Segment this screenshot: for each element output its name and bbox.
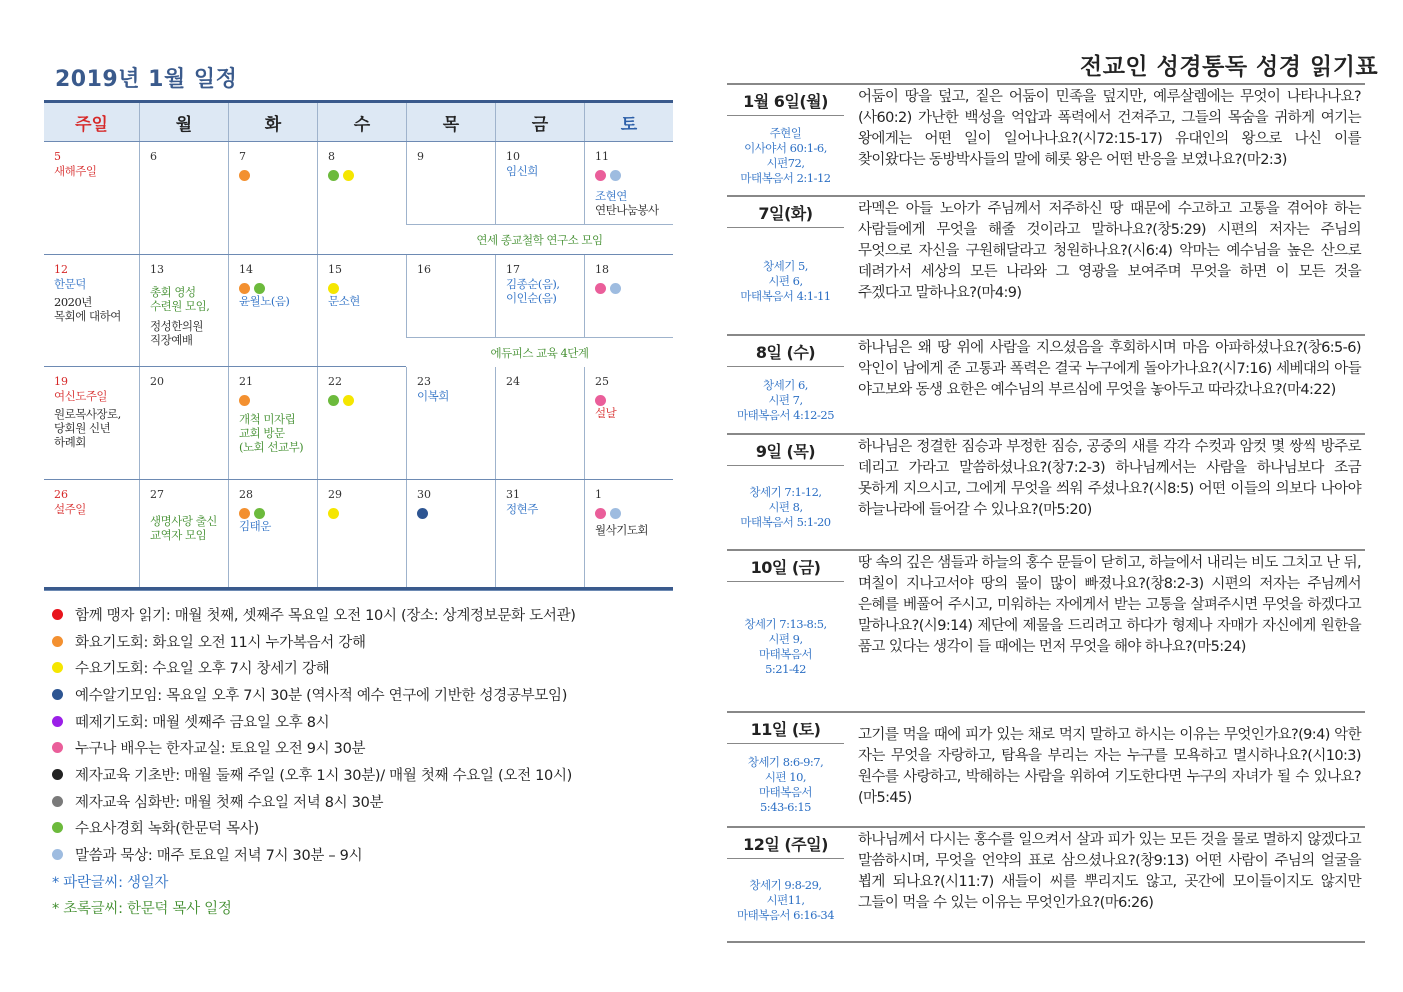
reading-date: 1월 6일(월) [727,85,844,116]
calendar-day [495,367,584,479]
reading-table [727,83,1365,943]
day-note: 당회원 신년 [54,421,111,435]
event-dot-icon [328,395,339,406]
reading-title: 전교인 성경통독 성경 읽기표 [1080,54,1379,80]
event-dots [239,170,317,181]
legend-item [52,601,672,628]
reading-passage: 주현일 이사야서 60:1-6, 시편72, 마태복음서 2:1-12 [740,125,831,185]
reading-passage: 창세기 5, 시편 6, 마태복음서 4:1-11 [740,258,831,303]
calendar-day [406,480,495,590]
legend-dot-icon [52,742,63,753]
day-note: 생명사랑 출신 [150,514,217,528]
calendar-day [139,255,228,366]
multi-day-event: 에듀피스 교육 4단계 [406,337,673,367]
event-dots [328,508,406,519]
event-dot-icon [254,283,265,294]
day-number: 16 [417,263,431,276]
calendar-day [317,142,406,254]
legend-note: * 파란글씨: 생일자 [52,874,169,891]
weekday-tue: 화 [228,103,317,141]
calendar-day [228,480,317,590]
day-note: 연탄나눔봉사 [595,203,659,217]
day-note: 정성한의원 [150,319,204,333]
reading-questions: 라멕은 아들 노아가 주님께서 저주하신 땅 때문에 수고하고 고통을 겪어야 하는 사람들에게 무엇을 해줄 것이라고 말하나요?(창5:29) 시편의 저자는 주님의 무엇으로 자신을 구원해달라고 청원하나요?(시6:4) 악마는 예수님을 높은 산으로 데려가서 세상의 모든 나라와 그 영광을 보여주며 무엇을 하면 이 모든 것을 주겠다고 말하나요?(마4:9) [858,201,1361,301]
calendar-day [584,367,673,479]
day-note: 조현연 [595,189,627,203]
reading-questions: 고기를 먹을 때에 피가 있는 채로 먹지 말하고 하시는 이유는 무엇인가요?(9:4) 악한 자는 무엇을 자랑하고, 탐욕을 부리는 자는 누구를 모욕하고 멸시하나요?(시10:3) 원수를 사랑하고, 박해하는 사람을 위하여 기도한다면 누구의 자녀가 될 수 있나요?(마5:45) [858,727,1361,806]
day-note: 정현주 [506,502,538,516]
legend-item [52,628,672,655]
day-number: 12 [54,263,68,276]
day-number: 18 [595,263,609,276]
legend-dot-icon [52,849,63,860]
day-note: 원로목사장로, [54,407,121,421]
legend-label: 제자교육 기초반: 매월 둘째 주일 (오후 1시 30분)/ 매월 첫째 수요일 (오전 10시) [75,767,573,784]
event-dot-icon [239,170,250,181]
day-number: 11 [595,150,609,163]
day-number: 24 [506,375,520,388]
reading-date: 8일 (수) [727,336,844,367]
legend-label: 예수알기모임: 목요일 오후 7시 30분 (역사적 예수 연구에 기반한 성경공부모임) [75,687,568,704]
day-number: 25 [595,375,609,388]
legend-dot-icon [52,689,63,700]
day-number: 17 [506,263,520,276]
day-number: 8 [328,150,335,163]
reading-passage: 창세기 7:1-12, 시편 8, 마태복음서 5:1-20 [740,485,831,529]
day-note: 교회 방문 [239,426,285,440]
legend-item [52,761,672,788]
calendar-day [317,480,406,590]
day-note: 수련원 모임, [150,299,210,313]
weekday-sun: 주일 [75,114,108,135]
calendar-day [228,142,317,254]
day-note: 김종순(음), [506,277,560,291]
legend-label: 수요기도회: 수요일 오후 7시 창세기 강해 [75,661,330,678]
day-number: 22 [328,375,342,388]
calendar-weeks [44,142,673,591]
day-number: 7 [239,150,246,163]
calendar-day [584,480,673,590]
reading-row [727,85,1365,197]
legend-note: * 초록글씨: 한문덕 목사 일정 [52,901,232,918]
day-number: 27 [150,488,164,501]
calendar-week [44,142,673,255]
legend-label: 화요기도회: 화요일 오전 11시 누가복음서 강해 [75,634,366,651]
event-dot-icon [595,395,606,406]
legend-item [52,734,672,761]
event-dot-icon [328,170,339,181]
legend-label: 제자교육 심화반: 매월 첫째 수요일 저녁 8시 30분 [75,794,384,811]
event-dot-icon [328,508,339,519]
day-note: 임신희 [506,164,538,178]
day-note: 윤월노(음) [239,294,290,308]
reading-date: 11일 (토) [727,713,844,744]
legend-item [52,815,672,842]
weekday-fri: 금 [495,103,584,141]
day-note: 새해주일 [54,164,97,178]
event-dots [239,395,317,406]
event-dot-icon [595,283,606,294]
day-number: 23 [417,375,431,388]
day-number: 1 [595,488,602,501]
legend-label: 수요사경회 녹화(한문덕 목사) [75,821,259,838]
weekday-sat: 토 [584,103,673,141]
reading-date: 7일(화) [727,197,844,228]
day-note: 하례회 [54,435,86,449]
legend-dot-icon [52,609,63,620]
legend-item [52,654,672,681]
calendar-day [44,367,139,479]
reading-passage: 창세기 8:6-9:7, 시편 10, 마태복음서 5:43-6:15 [747,755,824,814]
weekday-header [44,100,673,142]
reading-date-cell [727,85,844,195]
day-number: 15 [328,263,342,276]
day-number: 30 [417,488,431,501]
reading-passage: 창세기 7:13-8:5, 시편 9, 마태복음서 5:21-42 [744,616,827,676]
day-note: 2020년 [54,295,92,309]
reading-questions: 땅 속의 깊은 샘들과 하늘의 홍수 문들이 닫히고, 하늘에서 내리는 비도 그치고 난 뒤, 며칠이 지나고서야 땅의 물이 많이 빠졌나요?(창8:2-3) 시편의 저자는 주님께서 은혜를 베풀어 주시고, 미워하는 자에게서 받는 고통을 살펴주시면 무엇을 하겠다고 말하나요?(시9:14) 제단에 제물을 드리려고 하다가 형제나 자매가 자신에게 원한을 품고 있다는 생각이 들 때에는 먼저 무엇을 해야 하나요?(마5:24) [858,555,1361,655]
reading-passage: 창세기 6, 시편 7, 마태복음서 4:12-25 [736,377,835,422]
reading-row [727,435,1365,551]
calendar-day [495,480,584,590]
event-dots [328,283,406,294]
calendar-day [406,367,495,479]
event-dots [595,170,673,181]
calendar-day [139,367,228,479]
reading-date-cell [727,435,844,549]
reading-date: 9일 (목) [727,435,844,466]
day-note: 설날 [595,406,617,420]
day-note: 개척 미자립 [239,412,296,426]
calendar-title: 2019년 1월 일정 [55,67,238,92]
day-number: 6 [150,150,157,163]
legend-dot-icon [52,796,63,807]
event-dot-icon [239,508,250,519]
reading-row [727,828,1365,943]
day-number: 21 [239,375,253,388]
event-dot-icon [239,283,250,294]
reading-date-cell [727,828,844,941]
legend-label: 말씀과 묵상: 매주 토요일 저녁 7시 30분 – 9시 [75,848,363,865]
legend-item [52,708,672,735]
calendar-day [228,367,317,479]
day-number: 10 [506,150,520,163]
event-dot-icon [610,170,621,181]
day-number: 9 [417,150,424,163]
day-note: 김태운 [239,519,271,533]
reading-questions: 하나님은 정결한 짐승과 부정한 짐승, 공중의 새를 각각 수컷과 암컷 몇 쌍씩 방주로 데리고 가라고 말씀하셨나요?(창7:2-3) 하나님께서는 사람을 하나님보다 조금 못하게 지으시고, 그에게 무엇을 씌워 주셨나요?(시8:5) 어떤 이들의 의보다 나아야 하늘나라에 들어갈 수 있나요?(마5:20) [858,439,1361,518]
legend-label: 떼제기도회: 매월 셋째주 금요일 오후 8시 [75,714,330,731]
calendar-day [139,480,228,590]
calendar [44,100,673,591]
event-dot-icon [328,283,339,294]
event-dot-icon [239,395,250,406]
day-note: 교역자 모임 [150,528,207,542]
calendar-day [44,142,139,254]
legend-item [52,841,672,868]
reading-questions: 하나님께서 다시는 홍수를 일으켜서 살과 피가 있는 모든 것을 물로 멸하지 않겠다고 말씀하시며, 무엇을 언약의 표로 삼으셨나요?(창9:13) 어떤 사람이 주님의 얼굴을 뵙게 되나요?(시11:7) 새들이 씨를 뿌리지도 않고, 곳간에 모이들이지도 않지만 그들이 먹을 수 있는 이유는 무엇인가요?(마6:26) [858,832,1361,911]
day-number: 26 [54,488,68,501]
day-note: 이인순(음) [506,291,557,305]
day-note: 이복희 [417,389,449,403]
legend-dot-icon [52,636,63,647]
legend [52,601,672,921]
day-note: 월삭기도회 [595,523,649,537]
legend-dot-icon [52,769,63,780]
event-dots [328,395,406,406]
day-note: 총회 영성 [150,285,196,299]
reading-row [727,551,1365,713]
calendar-week [44,367,673,480]
event-dot-icon [343,395,354,406]
day-number: 31 [506,488,520,501]
calendar-day [228,255,317,366]
day-number: 28 [239,488,253,501]
reading-passage: 창세기 9:8-29, 시편11, 마태복음서 6:16-34 [736,877,835,922]
reading-row [727,197,1365,336]
day-note: 직장예배 [150,333,193,347]
calendar-day [44,480,139,590]
reading-date-cell [727,336,844,433]
day-note: 설주일 [54,502,86,516]
day-note: (노회 선교부) [239,440,304,454]
event-dots [595,283,673,294]
calendar-week [44,480,673,591]
event-dot-icon [343,170,354,181]
calendar-bottom-rule [44,587,673,590]
reading-date-cell [727,551,844,711]
legend-item [52,681,672,708]
event-dots [417,508,495,519]
calendar-day [139,142,228,254]
reading-row [727,713,1365,828]
reading-questions: 어둠이 땅을 덮고, 짙은 어둠이 민족을 덮지만, 예루살렘에는 무엇이 나타나나요?(사60:2) 가난한 백성을 억압과 폭력에서 건져주고, 그들의 목숨을 귀하게 여기는 왕에게는 어떤 일이 일어나나요?(시72:15-17) 유대인의 왕으로 나신 이를 찾이왔다는 동방박사들의 말에 헤롯 왕은 어떤 반응을 보였나요?(마2:3) [858,89,1361,168]
multi-day-event: 연세 종교철학 연구소 모임 [406,224,673,254]
weekday-mon: 월 [139,103,228,141]
day-note: 여신도주일 [54,389,108,403]
event-dots [239,283,317,294]
event-dot-icon [254,508,265,519]
legend-label: 누구나 배우는 한자교실: 토요일 오전 9시 30분 [75,741,366,758]
event-dot-icon [417,508,428,519]
day-number: 19 [54,375,68,388]
event-dots [328,170,406,181]
event-dots [595,395,673,406]
reading-date-cell [727,197,844,334]
reading-row [727,336,1365,435]
legend-item [52,788,672,815]
legend-label: 함께 맹자 읽기: 매월 첫째, 셋째주 목요일 오전 10시 (장소: 상계정보문화 도서관) [75,607,576,624]
day-number: 13 [150,263,164,276]
calendar-day [317,367,406,479]
reading-date-cell [727,713,844,826]
day-number: 29 [328,488,342,501]
weekday-wed: 수 [317,103,406,141]
day-number: 14 [239,263,253,276]
event-dot-icon [610,508,621,519]
legend-dot-icon [52,662,63,673]
calendar-day [317,255,406,366]
reading-questions: 하나님은 왜 땅 위에 사람을 지으셨음을 후회하시며 마음 아파하셨나요?(창6:5-6) 악인이 남에게 준 고통과 폭력은 결국 누구에게 돌아가나요?(시7:16) 세베대의 아들 야고보와 동생 요한은 예수님의 부르심에 무엇을 놓아두고 따라갔나요?(마4:22) [858,340,1361,398]
event-dot-icon [610,283,621,294]
reading-date: 10일 (금) [727,551,844,582]
weekday-thu: 목 [406,103,495,141]
day-note: 문소현 [328,294,360,308]
calendar-week [44,255,673,367]
event-dot-icon [595,170,606,181]
day-note: 목회에 대하여 [54,309,121,323]
reading-date: 12일 (주일) [727,828,844,859]
legend-dot-icon [52,822,63,833]
legend-dot-icon [52,716,63,727]
event-dot-icon [595,508,606,519]
event-dots [595,508,673,519]
calendar-day [44,255,139,366]
event-dots [239,508,317,519]
day-number: 5 [54,150,61,163]
day-number: 20 [150,375,164,388]
day-note: 한문덕 [54,277,86,291]
